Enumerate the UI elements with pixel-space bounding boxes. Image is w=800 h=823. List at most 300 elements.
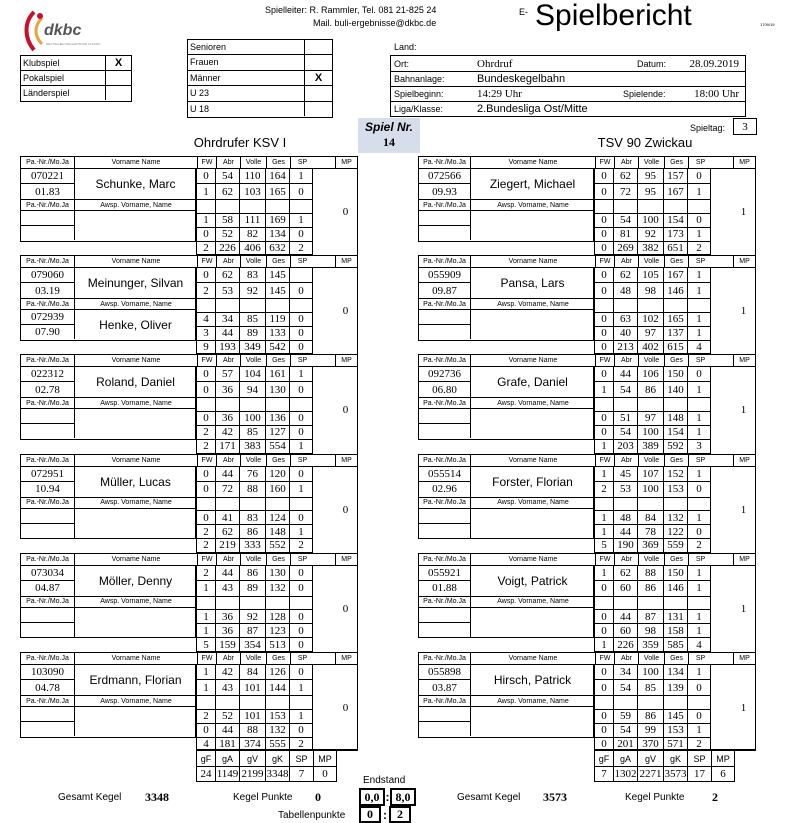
- type-mark: [105, 86, 131, 100]
- fw-cell: 1: [594, 440, 613, 454]
- sp-cell: 1: [289, 482, 313, 498]
- volle-cell: 106: [637, 367, 663, 382]
- block-header-row: [20, 156, 358, 169]
- ges-cell: 154: [663, 426, 687, 440]
- home-player-block: [20, 255, 358, 354]
- game-row: [196, 566, 313, 581]
- fw-cell: 0: [594, 242, 613, 256]
- volle-cell: 369: [637, 539, 663, 553]
- ges-header: Ges: [664, 455, 688, 466]
- substitute-info: [20, 696, 196, 738]
- category-row: [188, 40, 332, 55]
- abr-cell: 36: [215, 412, 239, 426]
- volle-cell: 76: [239, 467, 265, 482]
- substitute-header: [419, 696, 593, 707]
- gap-cell: [594, 398, 613, 412]
- fw-cell: 0: [196, 412, 215, 426]
- sp-cell: 0: [289, 610, 313, 624]
- ges-cell: 148: [663, 412, 687, 426]
- sp-cell: 1: [289, 367, 313, 382]
- sp-cell: 0: [289, 581, 313, 597]
- abr-cell: 62: [613, 169, 637, 184]
- volle-cell: 98: [637, 624, 663, 638]
- ges-cell: 145: [663, 710, 687, 724]
- abr-cell: 48: [613, 511, 637, 525]
- volle-cell: 102: [637, 313, 663, 327]
- abr-cell: 36: [215, 610, 239, 624]
- abr-cell: 36: [215, 624, 239, 638]
- game-row: [594, 283, 711, 299]
- volle-cell: 86: [239, 525, 265, 539]
- stat-gap-row: [594, 299, 711, 313]
- fw-cell: 1: [594, 525, 613, 539]
- fw-cell: 1: [594, 511, 613, 525]
- gap-cell: [613, 299, 637, 313]
- fw-cell: 2: [196, 566, 215, 581]
- gap-cell: [265, 498, 289, 512]
- home-total-label: gA: [215, 751, 239, 767]
- mp-value: 1: [732, 268, 756, 354]
- sp-cell: 1: [687, 412, 711, 426]
- pass-number: 103090: [21, 665, 75, 680]
- type-label: Pokalspiel: [23, 73, 65, 83]
- home-total-label: SP: [289, 751, 313, 767]
- pass-number: 092736: [419, 367, 471, 382]
- abr-cell: 193: [215, 341, 239, 355]
- fw-cell: 0: [196, 511, 215, 525]
- gap-cell: [215, 299, 239, 313]
- player-info: [418, 169, 594, 200]
- volle-cell: 88: [239, 482, 265, 498]
- block-header-row: [20, 354, 358, 367]
- abr-cell: 43: [215, 581, 239, 597]
- gap-cell: [215, 498, 239, 512]
- volle-cell: 95: [637, 169, 663, 184]
- abr-header: Abr: [614, 355, 638, 366]
- birth-date: 03.87: [419, 680, 471, 695]
- gap-cell: [265, 299, 289, 313]
- home-kp-label: Kegel Punkte: [233, 791, 293, 803]
- gap-cell: [687, 498, 711, 512]
- volle-cell: 103: [239, 184, 265, 200]
- sub-pass-cell: [419, 707, 471, 722]
- gap-cell: [637, 200, 663, 214]
- beginn-label: Spielbeginn:: [394, 89, 444, 99]
- logo-subtext: DEUTSCHER KEGLER BUND CLASSIC: [46, 42, 101, 46]
- abr-cell: 59: [613, 710, 637, 724]
- fw-cell: 0: [594, 680, 613, 696]
- away-gesamt-label: Gesamt Kegel: [457, 791, 521, 803]
- substitute-info: [20, 597, 196, 639]
- home-gesamt-label: Gesamt Kegel: [58, 791, 122, 803]
- ges-cell: 169: [265, 214, 289, 228]
- substitute-header: [21, 299, 195, 310]
- pass-number: 055898: [419, 665, 471, 680]
- pass-number: 072951: [21, 467, 75, 482]
- name-header: Vorname Name: [111, 357, 161, 365]
- gap-cell: [613, 398, 637, 412]
- home-total-label: gK: [265, 751, 289, 767]
- away-total-value: 6: [711, 767, 735, 782]
- abr-cell: 42: [215, 665, 239, 680]
- mp-header: MP: [733, 355, 755, 366]
- gap-cell: [594, 597, 613, 611]
- block-header-row: [418, 156, 756, 169]
- category-mark: [304, 86, 332, 100]
- player-info: [20, 467, 196, 498]
- volle-cell: 94: [239, 382, 265, 398]
- sp-header: SP: [290, 653, 314, 664]
- ges-cell: 128: [265, 610, 289, 624]
- gap-cell: [594, 200, 613, 214]
- ges-cell: 134: [265, 228, 289, 242]
- sub-birth-cell: [21, 623, 75, 637]
- abr-cell: 54: [613, 382, 637, 398]
- fw-cell: 5: [196, 638, 215, 652]
- volle-cell: 333: [239, 539, 265, 553]
- gap-cell: [215, 200, 239, 214]
- name-header: Vorname Name: [508, 456, 558, 464]
- sp-header: SP: [290, 355, 314, 366]
- ges-header: Ges: [266, 554, 290, 565]
- pass-number: 070221: [21, 169, 75, 184]
- volle-cell: 87: [239, 624, 265, 638]
- sub-pass-header: Pa.-Nr./Mo.Ja: [419, 498, 471, 508]
- fw-cell: 1: [594, 566, 613, 581]
- gap-cell: [239, 398, 265, 412]
- volle-cell: 97: [637, 327, 663, 341]
- total-row: [196, 440, 313, 454]
- abr-cell: 54: [613, 680, 637, 696]
- ges-cell: 132: [265, 581, 289, 597]
- total-row: [594, 638, 711, 652]
- away-player-block: [418, 255, 756, 354]
- spieltag-label: Spieltag:: [690, 123, 726, 133]
- volle-cell: 100: [637, 214, 663, 228]
- spiel-nr-label: Spiel Nr.: [364, 119, 414, 134]
- gap-cell: [637, 696, 663, 710]
- gap-cell: [215, 398, 239, 412]
- volle-cell: 84: [239, 665, 265, 680]
- ges-cell: 152: [663, 467, 687, 482]
- sp-header: SP: [688, 355, 712, 366]
- sub-player-name: Henke, Oliver: [99, 317, 172, 332]
- gap-cell: [196, 200, 215, 214]
- category-box: [187, 39, 333, 118]
- player-name: Möller, Denny: [98, 573, 173, 588]
- gap-cell: [289, 299, 313, 313]
- category-row: [188, 102, 332, 117]
- ges-cell: 123: [265, 624, 289, 638]
- volle-cell: 86: [637, 710, 663, 724]
- name-header: Vorname Name: [111, 258, 161, 266]
- name-header: Vorname Name: [508, 357, 558, 365]
- pass-header: Pa.-Nr./Mo.Ja: [419, 355, 471, 366]
- mp-header: MP: [733, 653, 755, 664]
- abr-cell: 36: [215, 382, 239, 398]
- game-row: [594, 710, 711, 724]
- block-header-row: [20, 652, 358, 665]
- ges-cell: 165: [265, 184, 289, 200]
- abr-header: Abr: [216, 653, 240, 664]
- gap-cell: [239, 299, 265, 313]
- ges-cell: 139: [663, 680, 687, 696]
- sp-cell: 1: [687, 624, 711, 638]
- substitute-header: [21, 200, 195, 211]
- logo-text: dkbc: [44, 22, 82, 39]
- total-row: [196, 638, 313, 652]
- abr-cell: 34: [215, 313, 239, 327]
- sub-name-header: Awsp. Vorname, Name: [100, 697, 172, 705]
- volle-header: Volle: [240, 355, 266, 366]
- gap-cell: [215, 597, 239, 611]
- volle-cell: 104: [239, 367, 265, 382]
- sp-cell: 1: [289, 440, 313, 454]
- endstand-away: 8,0: [390, 788, 416, 806]
- volle-cell: 349: [239, 341, 265, 355]
- home-total-label: gF: [196, 751, 215, 767]
- ges-cell: 130: [265, 566, 289, 581]
- abr-cell: 81: [613, 228, 637, 242]
- game-row: [594, 426, 711, 440]
- home-totals-table: [196, 749, 358, 783]
- sp-cell: 0: [687, 710, 711, 724]
- home-player-block: [20, 652, 358, 751]
- volle-header: Volle: [240, 653, 266, 664]
- stat-gap-row: [594, 200, 711, 214]
- ges-cell: 167: [663, 184, 687, 200]
- substitute-info: [418, 696, 594, 738]
- volle-cell: 78: [637, 525, 663, 539]
- fw-cell: 2: [196, 710, 215, 724]
- sub-birth-cell: [419, 524, 471, 538]
- fw-header: FW: [595, 157, 614, 168]
- sp-cell: 1: [687, 566, 711, 581]
- pass-number: 022312: [21, 367, 75, 382]
- pass-number: 072566: [419, 169, 471, 184]
- abr-cell: 53: [613, 482, 637, 498]
- abr-cell: 44: [215, 467, 239, 482]
- ges-cell: 148: [265, 525, 289, 539]
- game-row: [196, 327, 313, 341]
- gap-cell: [594, 696, 613, 710]
- home-total-label: MP: [313, 751, 337, 767]
- sp-cell: 0: [687, 680, 711, 696]
- ges-cell: 145: [265, 268, 289, 283]
- ges-cell: 585: [663, 638, 687, 652]
- sp-cell: 1: [687, 184, 711, 200]
- sp-cell: 1: [687, 724, 711, 738]
- ges-cell: 137: [663, 327, 687, 341]
- ges-cell: 124: [265, 511, 289, 525]
- abr-cell: 72: [215, 482, 239, 498]
- abr-cell: 60: [613, 581, 637, 597]
- sub-name-header: Awsp. Vorname, Name: [497, 201, 569, 209]
- name-header: Vorname Name: [508, 258, 558, 266]
- game-row: [594, 566, 711, 581]
- sub-birth-cell: [21, 226, 75, 240]
- ges-header: Ges: [664, 355, 688, 366]
- tabellenpunkte-colon: :: [383, 807, 387, 822]
- abr-cell: 62: [613, 268, 637, 283]
- abr-cell: 44: [215, 724, 239, 738]
- liga-label: Liga/Klasse:: [394, 104, 444, 114]
- sub-name-header: Awsp. Vorname, Name: [497, 697, 569, 705]
- ges-cell: 615: [663, 341, 687, 355]
- bahn-label: Bahnanlage:: [394, 74, 445, 84]
- volle-cell: 89: [239, 581, 265, 597]
- away-team-name: TSV 90 Zwickau: [597, 134, 693, 150]
- away-kp-value: 2: [712, 789, 718, 804]
- birth-date: 02.96: [419, 482, 471, 497]
- volle-cell: 95: [637, 184, 663, 200]
- mp-header: MP: [733, 554, 755, 565]
- sp-cell: 2: [687, 242, 711, 256]
- birth-date: 02.78: [21, 382, 75, 397]
- fw-cell: 0: [196, 467, 215, 482]
- stat-gap-row: [196, 696, 313, 710]
- fw-cell: 1: [594, 382, 613, 398]
- player-info: [418, 268, 594, 299]
- birth-date: 01.88: [419, 581, 471, 596]
- name-header: Vorname Name: [508, 159, 558, 166]
- endstand-home: 0,0: [359, 788, 385, 806]
- ges-cell: 153: [663, 482, 687, 498]
- sp-cell: 4: [687, 638, 711, 652]
- ges-header: Ges: [266, 256, 290, 267]
- ges-cell: 150: [663, 367, 687, 382]
- title-prefix: E-: [519, 7, 528, 17]
- fw-header: FW: [595, 554, 614, 565]
- substitute-header: [21, 398, 195, 409]
- category-label: Männer: [190, 72, 221, 83]
- category-label: Senioren: [190, 42, 227, 52]
- substitute-header: [419, 200, 593, 211]
- fw-header: FW: [197, 355, 216, 366]
- ges-header: Ges: [266, 157, 290, 168]
- volle-cell: 389: [637, 440, 663, 454]
- pass-number: 055921: [419, 566, 471, 581]
- game-row: [594, 581, 711, 597]
- sp-cell: 0: [289, 665, 313, 680]
- beginn-value: 14:29 Uhr: [477, 88, 522, 100]
- sp-header: SP: [290, 455, 314, 466]
- away-total-value: 7: [594, 767, 613, 782]
- player-info: [20, 367, 196, 398]
- game-row: [594, 610, 711, 624]
- sub-name-header: Awsp. Vorname, Name: [497, 399, 569, 407]
- fw-header: FW: [595, 355, 614, 366]
- sp-cell: 0: [289, 327, 313, 341]
- sub-pass-header: Pa.-Nr./Mo.Ja: [21, 696, 75, 706]
- category-mark: [304, 102, 332, 116]
- volle-cell: 84: [637, 511, 663, 525]
- sp-cell: [289, 268, 313, 283]
- tabellenpunkte-label: Tabellenpunkte: [278, 809, 346, 821]
- gap-cell: [196, 696, 215, 710]
- ges-cell: 133: [265, 327, 289, 341]
- abr-cell: 159: [215, 638, 239, 652]
- spieltag-value: 3: [733, 118, 757, 135]
- pass-header: Pa.-Nr./Mo.Ja: [21, 455, 75, 466]
- abr-header: Abr: [614, 455, 638, 466]
- abr-header: Abr: [614, 554, 638, 565]
- mp-value: 0: [334, 367, 358, 453]
- abr-cell: 201: [613, 738, 637, 752]
- substitute-info: [20, 200, 196, 242]
- ges-cell: 122: [663, 525, 687, 539]
- ges-cell: 130: [265, 382, 289, 398]
- game-row: [196, 184, 313, 200]
- mp-header: MP: [733, 256, 755, 267]
- fw-cell: 5: [594, 539, 613, 553]
- total-row: [594, 440, 711, 454]
- volle-cell: 100: [637, 665, 663, 680]
- sub-pass-header: Pa.-Nr./Mo.Ja: [419, 597, 471, 607]
- abr-header: Abr: [614, 256, 638, 267]
- game-row: [196, 214, 313, 228]
- fw-cell: 0: [594, 738, 613, 752]
- sp-cell: 1: [687, 581, 711, 597]
- mp-value: 0: [334, 665, 358, 751]
- fw-header: FW: [595, 256, 614, 267]
- abr-cell: 54: [215, 169, 239, 184]
- stat-gap-row: [196, 498, 313, 512]
- game-row: [594, 228, 711, 242]
- away-total-label: gV: [637, 751, 663, 767]
- volle-header: Volle: [638, 355, 664, 366]
- volle-cell: 87: [637, 610, 663, 624]
- pass-header: Pa.-Nr./Mo.Ja: [21, 157, 75, 168]
- gap-cell: [687, 200, 711, 214]
- gap-cell: [637, 498, 663, 512]
- home-player-block: [20, 454, 358, 553]
- pass-header: Pa.-Nr./Mo.Ja: [21, 653, 75, 664]
- abr-cell: 34: [613, 665, 637, 680]
- gap-cell: [265, 398, 289, 412]
- ort-value: Ohrdruf: [477, 57, 513, 70]
- game-row: [594, 482, 711, 498]
- gap-cell: [239, 597, 265, 611]
- fw-cell: 1: [196, 610, 215, 624]
- game-row: [196, 313, 313, 327]
- fw-cell: 0: [594, 341, 613, 355]
- datum-value: 28.09.2019: [689, 57, 739, 70]
- away-total-label: gF: [594, 751, 613, 767]
- sub-birth-cell: [419, 325, 471, 339]
- game-row: [196, 680, 313, 696]
- sp-cell: 0: [289, 184, 313, 200]
- volle-cell: 100: [637, 482, 663, 498]
- ges-header: Ges: [664, 256, 688, 267]
- game-row: [594, 214, 711, 228]
- player-name: Meinunger, Silvan: [87, 276, 184, 291]
- mp-header: MP: [335, 355, 357, 366]
- birth-date: 10.94: [21, 482, 75, 497]
- type-row: [21, 86, 131, 101]
- substitute-header: [419, 299, 593, 310]
- sub-pass-cell: [419, 310, 471, 325]
- game-row: [196, 169, 313, 184]
- mail-text: Mail. buli-ergebnisse@dkbc.de: [313, 18, 437, 28]
- block-header-row: [20, 553, 358, 566]
- bahn-row: [391, 72, 745, 87]
- away-total-label: SP: [687, 751, 711, 767]
- volle-cell: 85: [637, 680, 663, 696]
- volle-cell: 89: [239, 327, 265, 341]
- type-label: Länderspiel: [23, 88, 70, 98]
- substitute-header: [419, 498, 593, 509]
